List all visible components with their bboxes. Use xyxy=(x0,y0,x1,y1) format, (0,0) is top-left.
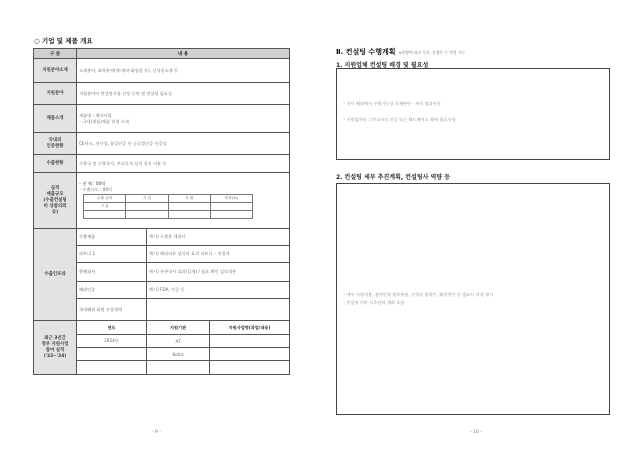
page-number: - 10 - xyxy=(470,430,482,435)
infra-value: 예시) 수출용 제작사 xyxy=(147,229,290,246)
row-label: 수출인프라 xyxy=(34,229,77,321)
background-box[interactable] xyxy=(336,68,610,160)
row-label xyxy=(34,321,77,375)
sales-inner-table xyxy=(83,194,253,219)
section-heading-1: 1. 지원업체 컨설팅 배경 및 필요성 xyxy=(336,62,429,69)
infra-value: 예시) 해외파트 당사의 효과 파트너 – 직접적 xyxy=(147,246,290,263)
inner-header: 지 원 xyxy=(168,195,210,203)
label-line: ('22~'24) xyxy=(43,353,67,359)
support-header-name: 지원사업명(과업/내용) xyxy=(210,321,290,335)
row-value xyxy=(77,173,290,229)
box-line: – 세부 지원내용, 참여인력 업무분담, 신청된 방향론, 해결방안 등 필요사 작성 제시 xyxy=(343,292,494,297)
support-org xyxy=(147,361,210,375)
row-label xyxy=(34,173,77,229)
row-label: 수출현황 xyxy=(34,155,77,173)
label-line: 비 상품의뢰 xyxy=(43,203,67,209)
support-org: AT xyxy=(147,335,210,348)
table-row xyxy=(34,173,290,229)
support-header-org: 지원기관 xyxy=(147,321,210,335)
value-line: 제품명 : 제마사업 xyxy=(79,112,112,118)
infra-value: 예시) 통관국사 효과(실제) / 필요 확인 검토내용 xyxy=(147,263,290,282)
row-value xyxy=(77,105,290,133)
right-page xyxy=(320,0,640,453)
table-row xyxy=(34,59,290,83)
inner-cell xyxy=(210,203,252,211)
page-number: - 9 - xyxy=(152,430,161,435)
infra-value: 예시) FDA, 인증 등 xyxy=(147,282,290,299)
table-row xyxy=(34,83,290,105)
inner-cell xyxy=(168,211,210,219)
inner-header: 수출 실적 xyxy=(84,195,126,203)
box-line: – 자사 해외에서 수출가능성 자체판단 · 주의 점과이유 xyxy=(343,101,441,106)
label-line: 인증현황 xyxy=(46,143,64,149)
support-name xyxy=(210,348,290,361)
row-value: CE마크, 전자성, 품질인증 등 글로벌인증 인증상 xyxy=(77,133,290,155)
table-row xyxy=(34,321,290,335)
inner-sub: 구 분 xyxy=(84,203,126,211)
table-row xyxy=(34,155,290,173)
title-note: ※현황에 따라 목차, 분량은 등 변경 가능 xyxy=(398,50,466,55)
box-line: – 지원업자의 그린소사의 인증 또는 헤드페이스 해제 필요사항 xyxy=(343,117,456,122)
label-line: 국내외 xyxy=(48,137,62,143)
support-name xyxy=(210,335,290,348)
inner-header: 비중(%) xyxy=(210,195,252,203)
value-line: – 국내(제품)제품 현재 소개 xyxy=(79,118,129,124)
value-line: – 전 체 : 00억 xyxy=(79,181,106,186)
label-line: 최근 3년간 xyxy=(44,335,66,341)
row-label: 지원분야소재 xyxy=(34,59,77,83)
inner-cell xyxy=(126,203,168,211)
row-value: 지원분야의 컨설팅사항 선정 등의 및 컨설팅 필요성 xyxy=(77,83,290,105)
infra-key: 국내해외 회원 수상경력 xyxy=(77,299,147,321)
support-header-year: 연도 xyxy=(77,321,147,335)
table-row xyxy=(34,133,290,155)
label-line: 등) xyxy=(51,209,59,215)
inner-cell xyxy=(126,211,168,219)
label-line: 실적 xyxy=(50,185,60,191)
header-content: 내 용 xyxy=(77,49,290,59)
infra-value xyxy=(147,299,290,321)
label-line: (수출컨설팅 xyxy=(43,197,67,203)
support-year xyxy=(77,361,147,375)
table-row xyxy=(34,229,290,246)
page-title xyxy=(336,47,465,57)
plan-box[interactable] xyxy=(336,183,610,415)
row-label: 제품소개 xyxy=(34,105,77,133)
title-text: Ⅱ. 컨설팅 수행계획 xyxy=(336,48,396,56)
table-row xyxy=(34,105,290,133)
section-heading-2: 2. 컨설팅 세부 추진계획, 컨설팅사 역량 등 xyxy=(336,174,451,181)
section-title: ○ 기업 및 제품 개요 xyxy=(34,37,93,45)
inner-cell xyxy=(168,203,210,211)
table-header-row xyxy=(34,49,290,59)
row-label: 지원분야 xyxy=(34,83,77,105)
support-year xyxy=(77,348,147,361)
row-value: 수출국 및 수출국가, 주요목적 실적 실적 이유 등 xyxy=(77,155,290,173)
row-label xyxy=(34,133,77,155)
infra-key: 총해외사 xyxy=(77,263,147,282)
inner-cell xyxy=(84,211,126,219)
row-value: 소재분야, 화학분야(예:제약·화장품 등), 신성장소재 등 xyxy=(77,59,290,83)
inner-header: 기 업 xyxy=(126,195,168,203)
label-line: 참여 실적 xyxy=(45,347,65,353)
company-overview-table xyxy=(33,48,290,375)
support-year: 2024년 xyxy=(77,335,147,348)
infra-key: 해외인증 xyxy=(77,282,147,299)
support-org: Kotra xyxy=(147,348,210,361)
header-category: 구 분 xyxy=(34,49,77,59)
label-line: 정부 지원사업 xyxy=(41,341,69,347)
infra-key: 파트너 1 xyxy=(77,246,147,263)
value-line: – 수출규모 : 00억 xyxy=(79,187,113,192)
box-line: – 컨설팅 이후 사후관리 계획 포함 xyxy=(343,300,405,305)
inner-cell xyxy=(210,211,252,219)
support-name xyxy=(210,361,290,375)
infra-key: 수출제품 xyxy=(77,229,147,246)
label-line: 매출규모 xyxy=(46,191,64,197)
